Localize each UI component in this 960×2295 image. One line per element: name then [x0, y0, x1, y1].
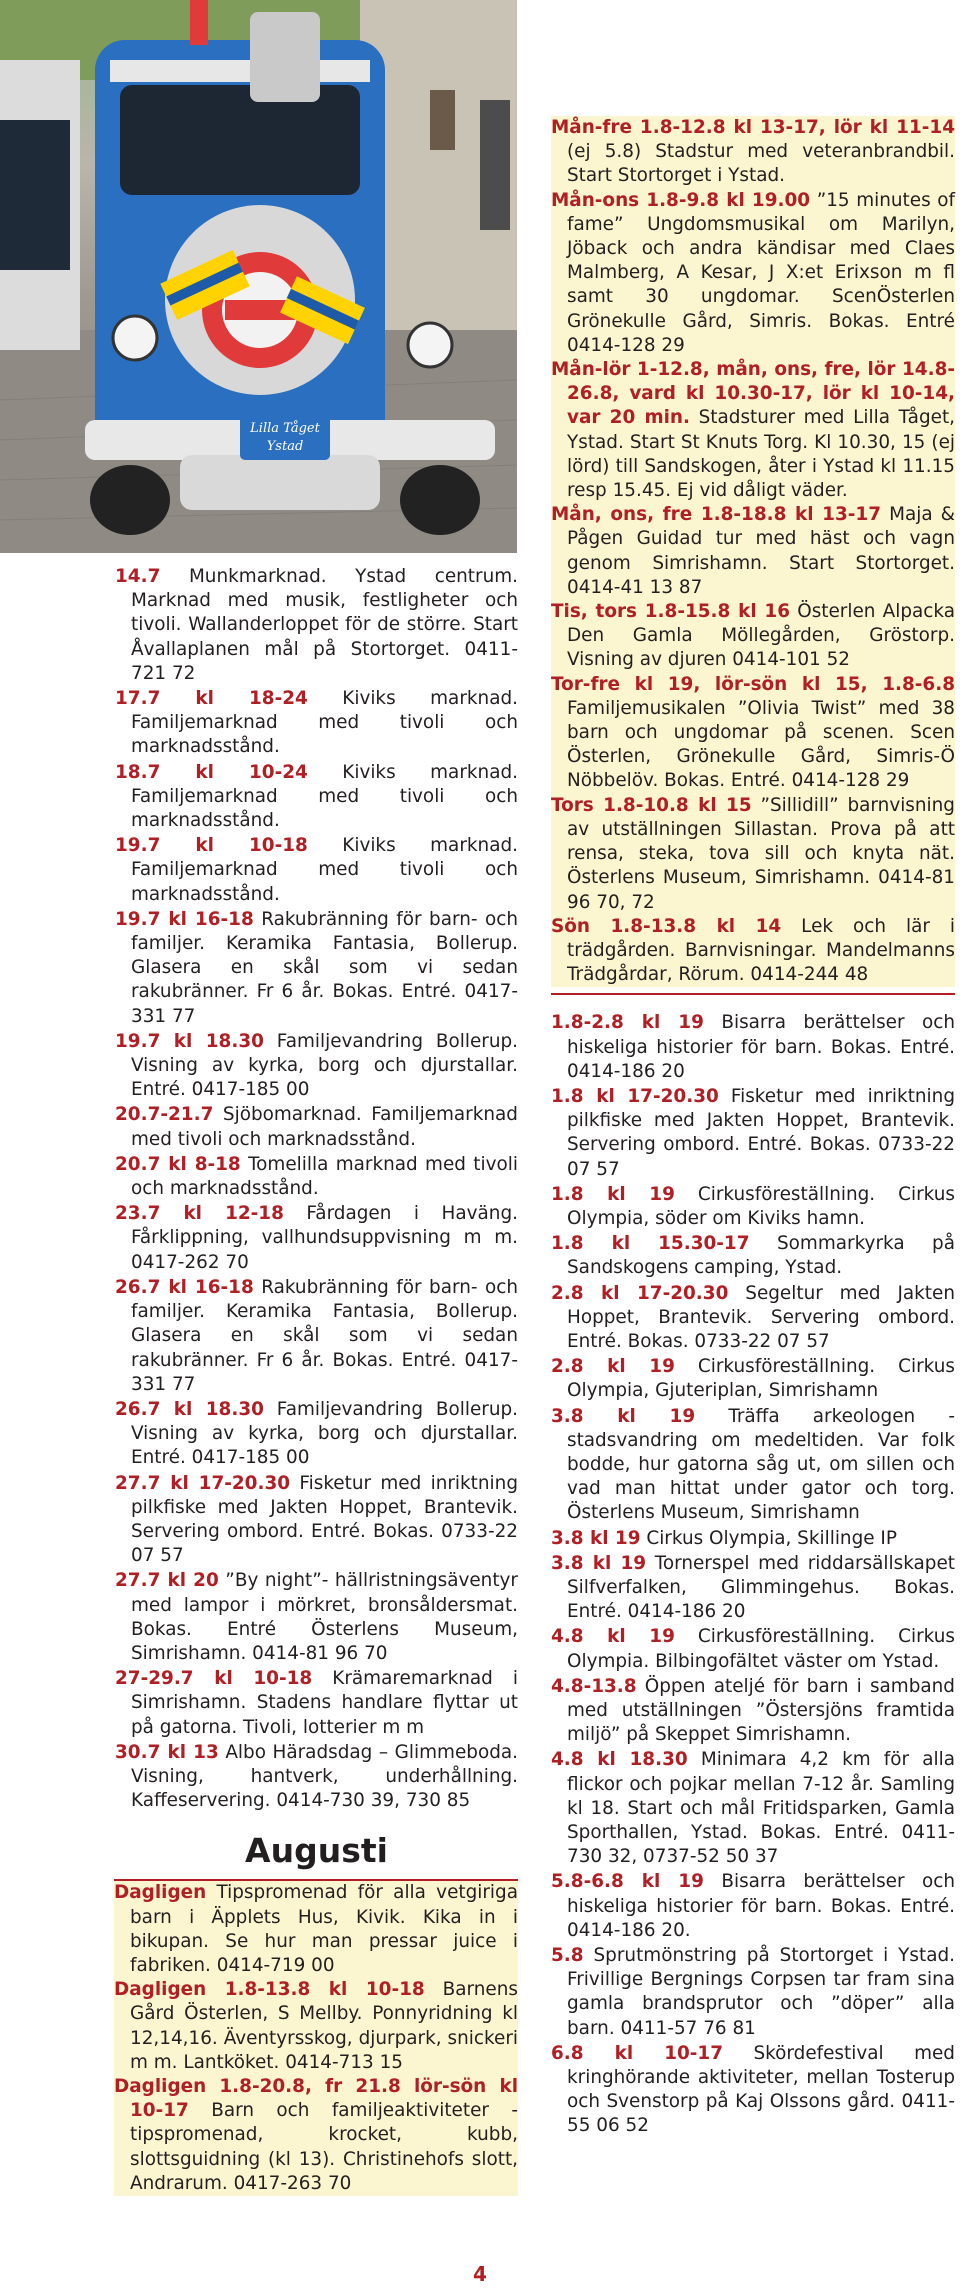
event-entry: [551, 1011, 955, 1084]
event-date: 3.8 kl 19: [551, 1405, 696, 1427]
event-entry: [115, 1202, 518, 1275]
event-entry: [551, 1232, 955, 1280]
event-entry: [551, 1527, 955, 1551]
event-date: 4.8-13.8: [551, 1675, 637, 1697]
event-entry: [115, 687, 518, 760]
event-date: 5.8: [551, 1945, 584, 1967]
event-text: ”15 minutes of fame” Ungdomsmusikal om Marilyn, Jöback och andra kändisar med Claes Malmberg, A Kesar, J X:et Erixson m fl samt 30 ungdomar. ScenÖsterlen Grönekulle Gård, Simris. Bokas. Entré 0414-128 29: [567, 189, 955, 356]
event-text: Cirkusföreställning. Cirkus Olympia, Gjuteriplan, Simrishamn: [567, 1356, 956, 1402]
event-date: 23.7 kl 12-18: [115, 1203, 284, 1225]
event-date: Dagligen 1.8-20.8, fr 21.8 lör-sön kl 10-17: [114, 2075, 518, 2122]
event-text: Barnens Gård Österlen, S Mellby. Ponnyridning kl 12,14,16. Äventyrsskog, djurpark, snickeri m m. Lantköket. 0414-713 15: [130, 1979, 518, 2073]
event-text: Sprutmönstring på Stortorget i Ystad. Frivillige Bergnings Corpsen tar fram sina gamla brandsprutor och ”döper” alla barn. 0411-57 76 81: [567, 1945, 955, 2039]
event-text: Kiviks marknad. Familjemarknad med tivoli och marknadsstånd.: [131, 835, 518, 905]
event-entry: [551, 189, 955, 358]
event-entry: [115, 761, 518, 834]
event-date: 1.8 kl 15.30-17: [551, 1233, 750, 1255]
event-entry: [115, 1472, 518, 1569]
event-text: Cirkus Olympia, Skillinge IP: [640, 1527, 897, 1549]
event-date: 20.7-21.7: [115, 1104, 214, 1126]
event-text: Skördefestival med kringhörande aktiviteter, mellan Tosterup och Svenstorp på Kaj Olssons gård. 0411-55 06 52: [567, 2042, 955, 2137]
event-entry: [551, 1870, 955, 1943]
event-entry: [114, 1978, 518, 2075]
event-text: Bisarra berättelser och hiskeliga historier för barn. Bokas. Entré. 0414-186 20: [567, 1012, 955, 1082]
event-entry: [551, 673, 955, 794]
event-entry: [115, 1741, 518, 1814]
event-text: Öppen ateljé för barn i samband med utställningen ”Östersjöns framtida miljö” på Skeppet Simrishamn.: [567, 1675, 955, 1746]
train-illustration: [0, 0, 517, 553]
event-text: Tipspromenad för alla vetgiriga barn i Äpplets Hus, Kivik. Kika in i bikupan. Se hur man pressar juice i fabriken. 0414-719 00: [130, 1882, 518, 1976]
event-entry: [115, 1276, 518, 1397]
event-text: Familjevandring Bollerup. Visning av kyrka, borg och djurstallar. Entré. 0417-185 00: [131, 1398, 519, 1469]
event-date: Mån-ons 1.8-9.8 kl 19.00: [551, 189, 811, 211]
event-date: 26.7 kl 18.30: [115, 1398, 264, 1420]
event-entry: [114, 1881, 518, 1978]
event-text: ”By night”- hällristningsäventyr med lampor i mörkret, bronsåldersmat. Bokas. Entré Österlens Museum, Simrishamn. 0414-81 96 70: [131, 1570, 518, 1664]
event-date: 5.8-6.8 kl 19: [551, 1871, 704, 1893]
section-divider: [551, 993, 955, 995]
event-entry: [551, 503, 955, 600]
event-entry: [551, 358, 955, 503]
event-text: Cirkusföreställning. Cirkus Olympia. Bilbingofältet väster om Ystad.: [567, 1626, 956, 1672]
event-date: Mån-fre 1.8-12.8 kl 13-17, lör kl 11-14: [551, 117, 955, 138]
train-sign-line1: Lilla Tåget: [250, 421, 320, 436]
event-date: Mån-lör 1-12.8, mån, ons, fre, lör 14.8-26.8, vard kl 10.30-17, lör kl 10-14, var 20 min.: [551, 359, 955, 429]
event-date: Dagligen: [114, 1882, 207, 1904]
event-entry: [551, 116, 955, 189]
event-entry: [551, 1085, 955, 1182]
event-text: Kiviks marknad. Familjemarknad med tivoli och marknadsstånd.: [131, 761, 518, 832]
event-text: Maja & Pågen Guidad tur med häst och vagn genom Simrishamn. Start Stortorget. 0414-41 13 87: [567, 504, 955, 598]
event-date: 2.8 kl 17-20.30: [551, 1282, 729, 1304]
event-entry: [551, 794, 955, 915]
event-text: Rakubränning för barn- och familjer. Keramika Fantasia, Bollerup. Glasera en skål som vi sedan rakubränner. Fr 6 år. Bokas. Entré. 0417-331 77: [131, 1276, 518, 1395]
event-text: Träffa arkeologen - stadsvandring om medeltiden. Var folk bodde, hur gatorna såg ut, om sillen och vad man hittat under gator och torg. Österlens Museum, Simrishamn: [567, 1405, 955, 1524]
event-date: 1.8-2.8 kl 19: [551, 1012, 704, 1034]
event-text: Tomelilla marknad med tivoli och marknadsstånd.: [131, 1153, 518, 1200]
event-entry: [551, 1625, 955, 1673]
event-text: Kiviks marknad. Familjemarknad med tivoli och marknadsstånd.: [131, 688, 518, 758]
right-column: [551, 116, 955, 2140]
event-entry: [551, 1282, 955, 1355]
event-date: 1.8 kl 17-20.30: [551, 1085, 719, 1107]
event-text: Minimara 4,2 km för alla flickor och pojkar mellan 7-12 år. Samling kl 18. Start och mål Fritidsparken, Gamla Sporthallen, Ystad. Bokas. Entré. 0411-730 32, 0737-52 50 37: [567, 1749, 955, 1868]
event-date: 14.7: [115, 566, 161, 587]
event-entry: [551, 2042, 955, 2139]
event-entry: [115, 1667, 518, 1740]
event-entry: [115, 834, 518, 907]
event-entry: [551, 600, 955, 673]
august-event-list: [551, 1011, 955, 2138]
event-date: 26.7 kl 16-18: [115, 1276, 254, 1298]
event-date: 1.8 kl 19: [551, 1183, 675, 1205]
event-date: 20.7 kl 8-18: [115, 1153, 241, 1175]
event-text: ”Sillidill” barnvisning av utställningen Sillastan. Prova på att rensa, steka, tova sill och knyta nät. Österlens Museum, Simrishamn. 0414-81 96 70, 72: [567, 794, 955, 913]
event-text: Familjevandring Bollerup. Visning av kyrka, borg och djurstallar. Entré. 0417-185 00: [131, 1030, 519, 1101]
event-text: Barn och familjeaktiviteter - tipspromenad, krocket, kubb, slottsguidning (kl 13). Christinehofs slott, Andrarum. 0417-263 70: [130, 2100, 518, 2194]
event-text: Rakubränning för barn- och familjer. Keramika Fantasia, Bollerup. Glasera en skål som vi sedan rakubränner. Fr 6 år. Bokas. Entré. 0417-331 77: [131, 908, 518, 1027]
train-photo: [0, 0, 517, 553]
event-text: Cirkusföreställning. Cirkus Olympia, söder om Kiviks hamn.: [567, 1183, 956, 1229]
event-text: Österlen Alpacka Den Gamla Möllegården, Gröstorp. Visning av djuren 0414-101 52: [567, 601, 956, 671]
right-highlight-box: [551, 116, 955, 987]
event-entry: [115, 565, 518, 686]
event-entry: [115, 908, 518, 1029]
event-date: 27.7 kl 17-20.30: [115, 1472, 291, 1494]
event-text: Familjemusikalen ”Olivia Twist” med 38 barn och ungdomar på scenen. Scen Österlen, Grönekulle Gård, Simris-Ö Nöbbelöv. Bokas. Entré. 0414-128 29: [567, 697, 955, 792]
event-date: Tors 1.8-10.8 kl 15: [551, 794, 752, 816]
event-date: 27-29.7 kl 10-18: [115, 1668, 313, 1690]
left-column: [115, 565, 518, 2196]
month-heading: Augusti: [245, 1831, 388, 1871]
event-entry: [551, 1355, 955, 1403]
event-date: 4.8 kl 18.30: [551, 1749, 688, 1771]
event-date: 19.7 kl 18.30: [115, 1030, 264, 1052]
event-text: Fisketur med inriktning pilkfiske med Jakten Hoppet, Brantevik. Servering ombord. Entré. Bokas. 0733-22 07 57: [131, 1472, 518, 1567]
event-entry: [115, 1103, 518, 1151]
event-text: Fårdagen i Haväng. Fårklippning, vallhundsuppvisning m m. 0417-262 70: [131, 1203, 518, 1273]
event-date: 2.8 kl 19: [551, 1356, 675, 1378]
event-text: Sjöbomarknad. Familjemarknad med tivoli och marknadsstånd.: [131, 1104, 518, 1150]
event-entry: [551, 1552, 955, 1625]
august-highlight-box: [114, 1879, 518, 2196]
event-entry: [551, 1944, 955, 2041]
event-text: Fisketur med inriktning pilkfiske med Jakten Hoppet, Brantevik. Servering ombord. Entré. Bokas. 0733-22 07 57: [567, 1085, 955, 1180]
event-entry: [114, 2075, 518, 2196]
event-text: Tornerspel med riddarsällskapet Silfverfalken, Glimmingehus. Bokas. Entré. 0414-186 20: [567, 1552, 955, 1623]
event-text: Segeltur med Jakten Hoppet, Brantevik. Servering ombord. Entré. Bokas. 0733-22 07 57: [567, 1282, 955, 1352]
event-date: 19.7 kl 10-18: [115, 835, 308, 857]
event-date: 17.7 kl 18-24: [115, 688, 308, 710]
july-event-list: [115, 565, 518, 1813]
event-entry: [115, 1569, 518, 1666]
event-text: Stadsturer med Lilla Tåget, Ystad. Start St Knuts Torg. Kl 10.30, 15 (ej lörd) till Sandskogen, åter i Ystad kl 11.15 resp 15.45. Ej vid dåligt väder.: [567, 407, 955, 502]
event-date: Mån, ons, fre 1.8-18.8 kl 13-17: [551, 504, 882, 526]
event-text: Albo Häradsdag – Glimmeboda. Visning, hantverk, underhållning. Kaffeservering. 0414-730 39, 730 85: [131, 1741, 518, 1812]
event-date: Tor-fre kl 19, lör-sön kl 15, 1.8-6.8: [551, 673, 955, 695]
event-text: Munkmarknad. Ystad centrum. Marknad med musik, festligheter och tivoli. Wallanderloppet för de större. Start Åvallaplanen mål på Stortorget. 0411-721 72: [131, 566, 518, 684]
event-date: Sön 1.8-13.8 kl 14: [551, 915, 782, 937]
event-entry: [551, 1405, 955, 1526]
event-text: Bisarra berättelser och hiskeliga historier för barn. Bokas. Entré. 0414-186 20.: [567, 1871, 955, 1941]
event-text: Sommarkyrka på Sandskogens camping, Ystad.: [567, 1233, 955, 1279]
page-number: 4: [473, 2262, 487, 2286]
event-entry: [115, 1398, 518, 1471]
event-text: (ej 5.8) Stadstur med veteranbrandbil. Start Stortorget i Ystad.: [567, 141, 955, 187]
event-date: 6.8 kl 10-17: [551, 2042, 724, 2064]
event-entry: [551, 915, 955, 988]
event-date: 3.8 kl 19: [551, 1552, 647, 1574]
event-date: Dagligen 1.8-13.8 kl 10-18: [114, 1979, 425, 2001]
train-sign-line2: Ystad: [266, 439, 304, 454]
event-date: 19.7 kl 16-18: [115, 908, 254, 930]
event-entry: [551, 1675, 955, 1748]
event-date: 30.7 kl 13: [115, 1741, 219, 1763]
event-entry: [115, 1030, 518, 1103]
event-entry: [115, 1153, 518, 1201]
event-text: Krämaremarknad i Simrishamn. Stadens handlare flyttar ut på gatorna. Tivoli, lotterier m m: [131, 1668, 518, 1738]
event-entry: [551, 1748, 955, 1869]
event-date: Tis, tors 1.8-15.8 kl 16: [551, 601, 791, 623]
event-date: 4.8 kl 19: [551, 1626, 675, 1648]
event-text: Lek och lär i trädgården. Barnvisningar. Mandelmanns Trädgårdar, Rörum. 0414-244 48: [567, 915, 955, 986]
event-date: 27.7 kl 20: [115, 1570, 219, 1592]
event-entry: [551, 1183, 955, 1231]
event-date: 18.7 kl 10-24: [115, 761, 308, 783]
event-date: 3.8 kl 19: [551, 1527, 641, 1549]
